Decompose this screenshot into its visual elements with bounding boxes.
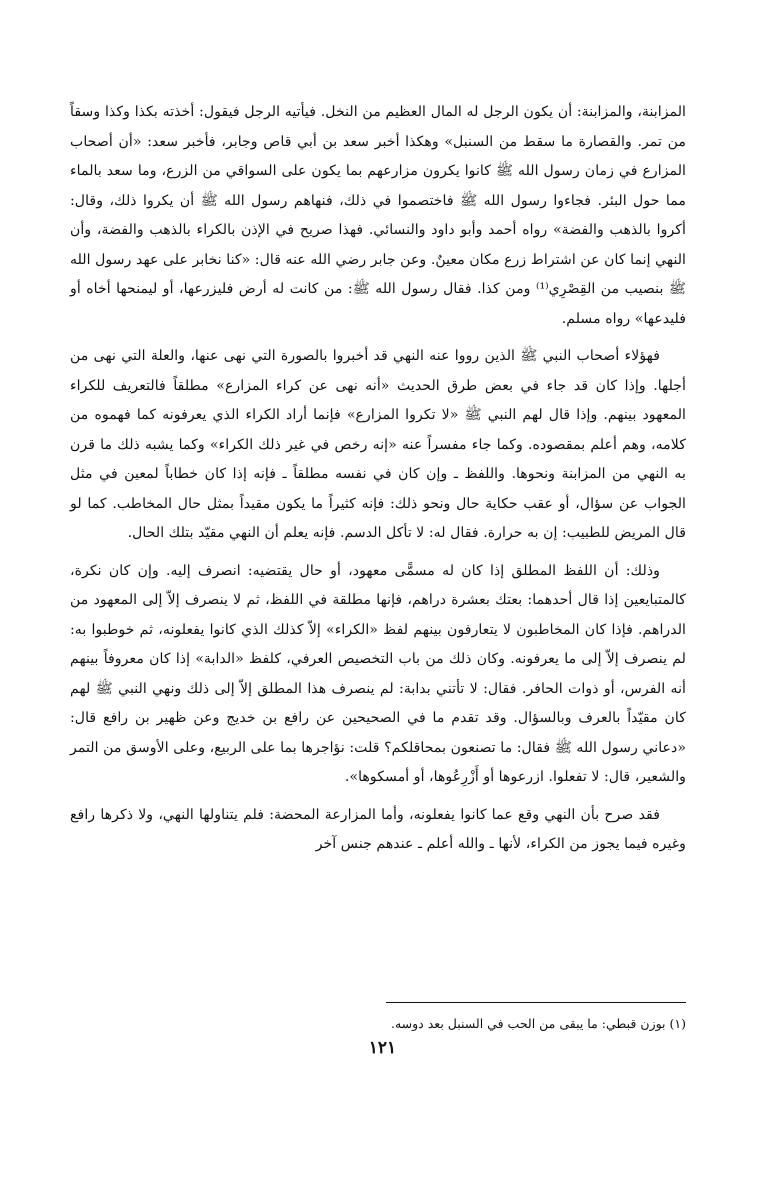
paragraph-3: وذلك: أن اللفظ المطلق إذا كان له مسمًّى معهود، أو حال يقتضيه: انصرف إليه. وإن كان نكرة، كالمتبايعين إذا قال أحدهما: بعتك بعشرة دراهم، فإنها مطلقة في اللفظ، ثم لا ينصرف إلاّ إلى المعهود من الدراهم. فإذا كان المخاطبون لا يتعارفون بينهم لفظ «الكراء» إلاّ كذلك الذي كانوا يفعلونه، ثم خوطبوا به: لم ينصرف إلاّ إلى ما يعرفونه. وكان ذلك من باب التخصيص العرفي، كلفظ «الدابة» إذا كان معروفاً بينهم أنه الفرس، أو ذوات الحافر. فقال: لا تأتني بدابة: لم ينصرف هذا المطلق إلاّ إلى ذلك ونهي النبي ﷺ لهم كان مقيّداً بالعرف وبالسؤال. وقد تقدم ما في الصحيحين عن رافع بن خديج وعن ظهير بن رافع قال: «دعاني رسول الله ﷺ فقال: ما تصنعون بمحاقلكم؟ قلت: نؤاجرها بما على الربيع، وعلى الأوسق من التمر والشعير، قال: لا تفعلوا. ازرعوها أو أَزْرِعُوها، أو أمسكوها». <box>70 562 686 785</box>
paragraph-2: فهؤلاء أصحاب النبي ﷺ الذين رووا عنه النهي قد أخبروا بالصورة التي نهى عنها، والعلة التي نهى من أجلها. وإذا كان قد جاء في بعض طرق الحديث «أنه نهى عن كراء المزارع» مطلقاً فالتعريف للكراء المعهود بينهم. وإذا قال لهم النبي ﷺ «لا تكروا المزارع» فإنما أراد الكراء الذي يعرفونه كما فهموه من كلامه، وهم أعلم بمقصوده. وكما جاء مفسراً عنه «إنه رخص في غير ذلك الكراء» وكما يشبه ذلك ما قرن به النهي من المزابنة ونحوها. واللفظ ـ وإن كان في نفسه مطلقاً ـ فإنه إذا كان خطاباً لمعين في مثل الجواب عن سؤال، أو عقب حكاية حال ونحو ذلك: فإنه كثيراً ما يكون مقيداً بمثل حال المخاطب. كما لو قال المريض للطبيب: إن به حرارة. فقال له: لا تأكل الدسم. فإنه يعلم أن النهي مقيّد بتلك الحال. <box>70 348 686 541</box>
main-text <box>70 98 686 860</box>
page-number: ١٢١ <box>368 1038 397 1058</box>
paragraph-1: المزابنة، والمزابنة: أن يكون الرجل له المال العظيم من النخل. فيأتيه الرجل فيقول: أخذته بكذا وكذا وسقاً من تمر. والقصارة ما سقط من السنبل» وهكذا أخبر سعد بن أبي قاص وجابر، فأخبر سعد: «أن أصحاب المزارع في زمان رسول الله ﷺ كانوا يكرون مزارعهم بما يكون على السواقي من الزرع، وما سعد بالماء مما حول البئر. فجاءوا رسول الله ﷺ فاختصموا في ذلك، فنهاهم رسول الله ﷺ أن يكروا ذلك، وقال: أكروا بالذهب والفضة» رواه أحمد وأبو داود والنسائي. فهذا صريح في الإذن بالكراء بالذهب والفضة، وأن النهي إنما كان عن اشتراط زرع مكان معينٌ. وعن جابر رضي الله عنه قال: «كنا نخابر على عهد رسول الله ﷺ بنصيب من القِصْرِي⁽¹⁾ ومن كذا. فقال رسول الله ﷺ: من كانت له أرض فليزرعها، أو ليمنحها أخاه أو فليدعها» رواه مسلم. <box>70 104 686 327</box>
footnote-divider <box>386 1002 686 1003</box>
footnote: (١) بوزن قبطي: ما يبقى من الحب في السنبل بعد دوسه. <box>391 1016 686 1031</box>
paragraph-4: فقد صرح بأن النهي وقع عما كانوا يفعلونه، وأما المزارعة المحضة: فلم يتناولها النهي، ولا ذكرها رافع وغيره فيما يجوز من الكراء، لأنها ـ والله أعلم ـ عندهم جنس آخر <box>70 806 686 852</box>
